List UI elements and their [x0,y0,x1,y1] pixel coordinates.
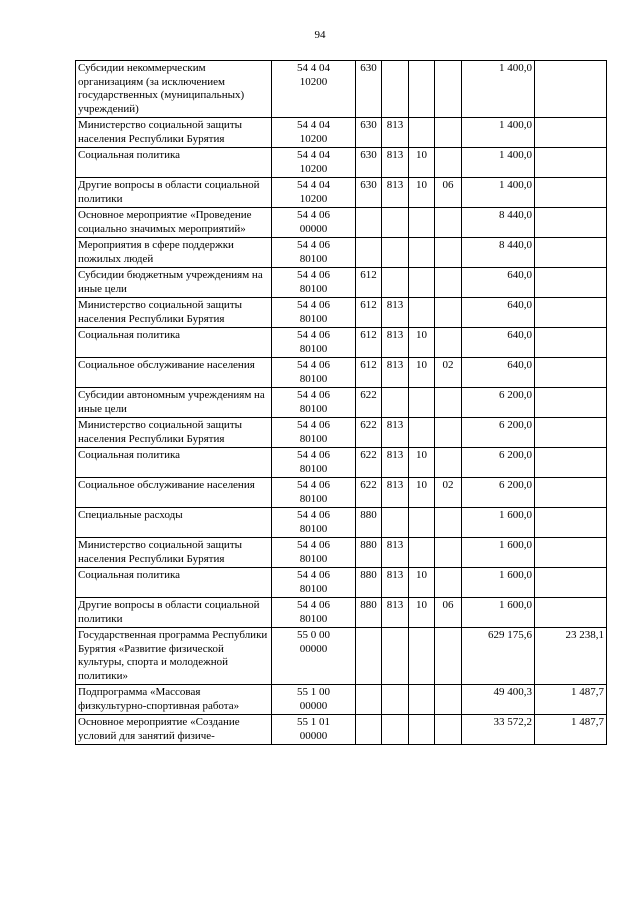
row-administrator-cell: 813 [382,478,409,508]
target-code-part: 80100 [299,372,328,385]
row-amount-cell: 6 200,0 [462,448,535,478]
target-code-part: 54 4 06 [297,299,330,311]
row-administrator-cell: 813 [382,148,409,178]
row-administrator-cell [382,685,409,715]
row-amount-cell: 1 400,0 [462,118,535,148]
row-federal-amount-cell [535,508,607,538]
row-amount-cell: 8 440,0 [462,208,535,238]
row-subsection-cell: 06 [435,598,462,628]
row-name-cell: Субсидии некоммерческим организациям (за исключением государственных (муниципальных) учреждений) [76,61,272,118]
table-row [76,358,607,388]
row-amount-cell: 1 600,0 [462,538,535,568]
target-code-part: 80100 [299,252,328,265]
row-expense-type-cell [356,628,382,685]
row-target-code-cell [272,628,356,685]
target-code-part: 54 4 06 [297,599,330,611]
row-name-cell: Социальная политика [76,448,272,478]
row-federal-amount-cell [535,418,607,448]
row-administrator-cell [382,628,409,685]
row-federal-amount-cell: 1 487,7 [535,715,607,745]
row-subsection-cell [435,685,462,715]
row-section-cell [409,268,435,298]
target-code-part: 10200 [299,132,328,145]
table-row [76,628,607,685]
row-expense-type-cell: 622 [356,418,382,448]
row-subsection-cell [435,238,462,268]
row-expense-type-cell: 622 [356,478,382,508]
row-target-code-cell [272,118,356,148]
row-name-cell: Субсидии бюджетным учреждениям на иные цели [76,268,272,298]
target-code-part: 54 4 06 [297,209,330,221]
row-subsection-cell [435,328,462,358]
table-row [76,538,607,568]
target-code-part: 54 4 04 [297,119,330,131]
target-code-part: 80100 [299,582,328,595]
row-target-code-cell [272,448,356,478]
row-amount-cell: 640,0 [462,358,535,388]
row-name-cell: Другие вопросы в области социальной политики [76,178,272,208]
row-amount-cell: 1 400,0 [462,148,535,178]
table-row [76,715,607,745]
row-expense-type-cell: 880 [356,568,382,598]
row-federal-amount-cell: 1 487,7 [535,685,607,715]
row-federal-amount-cell [535,148,607,178]
row-subsection-cell [435,298,462,328]
target-code-part: 54 4 06 [297,509,330,521]
row-expense-type-cell: 880 [356,598,382,628]
row-name-cell: Социальное обслуживание населения [76,478,272,508]
row-expense-type-cell: 612 [356,328,382,358]
target-code-part: 80100 [299,342,328,355]
row-subsection-cell [435,61,462,118]
target-code-part: 80100 [299,522,328,535]
target-code-part: 54 4 06 [297,359,330,371]
table-row [76,118,607,148]
row-section-cell [409,508,435,538]
row-subsection-cell [435,715,462,745]
row-federal-amount-cell [535,538,607,568]
table-row [76,61,607,118]
row-name-cell: Министерство социальной защиты населения Республики Бурятия [76,538,272,568]
row-administrator-cell [382,268,409,298]
row-name-cell: Другие вопросы в области социальной политики [76,598,272,628]
target-code-part: 10200 [299,162,328,175]
row-target-code-cell [272,598,356,628]
row-amount-cell: 8 440,0 [462,238,535,268]
row-administrator-cell: 813 [382,418,409,448]
row-federal-amount-cell [535,298,607,328]
page-number: 94 [314,29,326,41]
target-code-part: 54 4 06 [297,539,330,551]
row-expense-type-cell: 630 [356,178,382,208]
row-name-cell: Специальные расходы [76,508,272,538]
target-code-part: 54 4 06 [297,569,330,581]
target-code-part: 54 4 06 [297,479,330,491]
table-row [76,208,607,238]
row-section-cell: 10 [409,598,435,628]
row-administrator-cell [382,61,409,118]
row-subsection-cell [435,448,462,478]
target-code-part: 80100 [299,432,328,445]
row-amount-cell: 33 572,2 [462,715,535,745]
row-expense-type-cell [356,715,382,745]
row-federal-amount-cell [535,598,607,628]
row-subsection-cell [435,568,462,598]
row-section-cell [409,538,435,568]
target-code-part: 54 4 06 [297,239,330,251]
row-federal-amount-cell [535,118,607,148]
row-name-cell: Государственная программа Республики Бурятия «Развитие физической культуры, спорта и молодежной политики» [76,628,272,685]
row-subsection-cell [435,538,462,568]
row-section-cell [409,388,435,418]
row-section-cell [409,715,435,745]
row-expense-type-cell: 630 [356,148,382,178]
row-name-cell: Субсидии автономным учреждениям на иные цели [76,388,272,418]
row-administrator-cell: 813 [382,358,409,388]
target-code-part: 80100 [299,312,328,325]
row-name-cell: Социальная политика [76,328,272,358]
row-amount-cell: 1 400,0 [462,61,535,118]
row-section-cell [409,238,435,268]
row-section-cell [409,418,435,448]
row-amount-cell: 640,0 [462,268,535,298]
target-code-part: 00000 [299,729,328,742]
table-row [76,328,607,358]
row-subsection-cell [435,208,462,238]
row-amount-cell: 6 200,0 [462,418,535,448]
row-expense-type-cell: 612 [356,298,382,328]
row-federal-amount-cell: 23 238,1 [535,628,607,685]
row-target-code-cell [272,178,356,208]
target-code-part: 80100 [299,402,328,415]
row-name-cell: Основное мероприятие «Создание условий для занятий физиче- [76,715,272,745]
table-row [76,268,607,298]
row-expense-type-cell: 880 [356,508,382,538]
table-row [76,448,607,478]
row-subsection-cell [435,118,462,148]
row-federal-amount-cell [535,388,607,418]
row-amount-cell: 1 600,0 [462,598,535,628]
target-code-part: 55 1 01 [297,716,330,728]
row-federal-amount-cell [535,238,607,268]
row-amount-cell: 49 400,3 [462,685,535,715]
row-administrator-cell: 813 [382,568,409,598]
table-row [76,148,607,178]
row-section-cell: 10 [409,478,435,508]
target-code-part: 80100 [299,462,328,475]
row-section-cell: 10 [409,568,435,598]
row-subsection-cell [435,148,462,178]
row-federal-amount-cell [535,268,607,298]
row-administrator-cell [382,208,409,238]
row-expense-type-cell: 630 [356,118,382,148]
row-target-code-cell [272,238,356,268]
target-code-part: 54 4 04 [297,62,330,74]
row-amount-cell: 6 200,0 [462,478,535,508]
row-name-cell: Министерство социальной защиты населения Республики Бурятия [76,298,272,328]
row-administrator-cell: 813 [382,448,409,478]
target-code-part: 54 4 06 [297,419,330,431]
table-row [76,508,607,538]
row-amount-cell: 1 400,0 [462,178,535,208]
row-administrator-cell: 813 [382,178,409,208]
row-administrator-cell: 813 [382,118,409,148]
row-federal-amount-cell [535,208,607,238]
row-target-code-cell [272,478,356,508]
row-target-code-cell [272,358,356,388]
row-subsection-cell [435,388,462,418]
row-subsection-cell: 06 [435,178,462,208]
target-code-part: 00000 [299,699,328,712]
row-subsection-cell: 02 [435,358,462,388]
table-row [76,178,607,208]
target-code-part: 00000 [299,642,328,655]
row-target-code-cell [272,388,356,418]
table-row [76,418,607,448]
target-code-part: 10200 [299,75,328,88]
row-target-code-cell [272,268,356,298]
row-section-cell [409,118,435,148]
row-expense-type-cell [356,685,382,715]
row-name-cell: Социальное обслуживание населения [76,358,272,388]
target-code-part: 54 4 06 [297,329,330,341]
row-federal-amount-cell [535,478,607,508]
row-name-cell: Социальная политика [76,148,272,178]
row-amount-cell: 1 600,0 [462,508,535,538]
row-administrator-cell [382,508,409,538]
row-administrator-cell [382,238,409,268]
target-code-part: 80100 [299,552,328,565]
row-target-code-cell [272,298,356,328]
row-target-code-cell [272,208,356,238]
target-code-part: 54 4 06 [297,269,330,281]
row-target-code-cell [272,508,356,538]
table-row [76,298,607,328]
row-amount-cell: 1 600,0 [462,568,535,598]
row-target-code-cell [272,568,356,598]
row-subsection-cell: 02 [435,478,462,508]
row-federal-amount-cell [535,448,607,478]
row-amount-cell: 640,0 [462,298,535,328]
row-section-cell: 10 [409,448,435,478]
row-administrator-cell: 813 [382,538,409,568]
row-target-code-cell [272,715,356,745]
row-name-cell: Министерство социальной защиты населения Республики Бурятия [76,118,272,148]
row-federal-amount-cell [535,178,607,208]
row-expense-type-cell: 612 [356,358,382,388]
row-expense-type-cell: 612 [356,268,382,298]
row-section-cell: 10 [409,328,435,358]
table-row [76,598,607,628]
row-administrator-cell [382,388,409,418]
table-body [76,61,607,745]
row-section-cell: 10 [409,148,435,178]
row-target-code-cell [272,328,356,358]
row-expense-type-cell: 880 [356,538,382,568]
budget-table [75,60,607,745]
row-federal-amount-cell [535,61,607,118]
row-administrator-cell: 813 [382,328,409,358]
row-section-cell [409,685,435,715]
target-code-part: 55 1 00 [297,686,330,698]
row-target-code-cell [272,418,356,448]
table-row [76,685,607,715]
row-section-cell: 10 [409,178,435,208]
row-expense-type-cell: 622 [356,448,382,478]
row-federal-amount-cell [535,568,607,598]
table-row [76,238,607,268]
target-code-part: 54 4 04 [297,179,330,191]
row-section-cell: 10 [409,358,435,388]
target-code-part: 55 0 00 [297,629,330,641]
row-name-cell: Основное мероприятие «Проведение социально значимых мероприятий» [76,208,272,238]
row-target-code-cell [272,148,356,178]
target-code-part: 80100 [299,282,328,295]
target-code-part: 10200 [299,192,328,205]
row-federal-amount-cell [535,328,607,358]
row-section-cell [409,628,435,685]
row-expense-type-cell [356,208,382,238]
row-name-cell: Министерство социальной защиты населения Республики Бурятия [76,418,272,448]
row-target-code-cell [272,61,356,118]
row-subsection-cell [435,268,462,298]
row-expense-type-cell [356,238,382,268]
row-target-code-cell [272,685,356,715]
row-administrator-cell: 813 [382,598,409,628]
row-administrator-cell [382,715,409,745]
row-section-cell [409,61,435,118]
target-code-part: 00000 [299,222,328,235]
row-name-cell: Подпрограмма «Массовая физкультурно-спортивная работа» [76,685,272,715]
row-expense-type-cell: 630 [356,61,382,118]
row-federal-amount-cell [535,358,607,388]
row-subsection-cell [435,508,462,538]
row-name-cell: Социальная политика [76,568,272,598]
row-name-cell: Мероприятия в сфере поддержки пожилых людей [76,238,272,268]
row-subsection-cell [435,418,462,448]
row-subsection-cell [435,628,462,685]
row-target-code-cell [272,538,356,568]
row-section-cell [409,298,435,328]
table-row [76,388,607,418]
target-code-part: 54 4 06 [297,389,330,401]
target-code-part: 54 4 04 [297,149,330,161]
row-section-cell [409,208,435,238]
row-administrator-cell: 813 [382,298,409,328]
row-amount-cell: 629 175,6 [462,628,535,685]
target-code-part: 80100 [299,492,328,505]
target-code-part: 54 4 06 [297,449,330,461]
table-row [76,478,607,508]
target-code-part: 80100 [299,612,328,625]
row-amount-cell: 640,0 [462,328,535,358]
table-row [76,568,607,598]
row-amount-cell: 6 200,0 [462,388,535,418]
row-expense-type-cell: 622 [356,388,382,418]
